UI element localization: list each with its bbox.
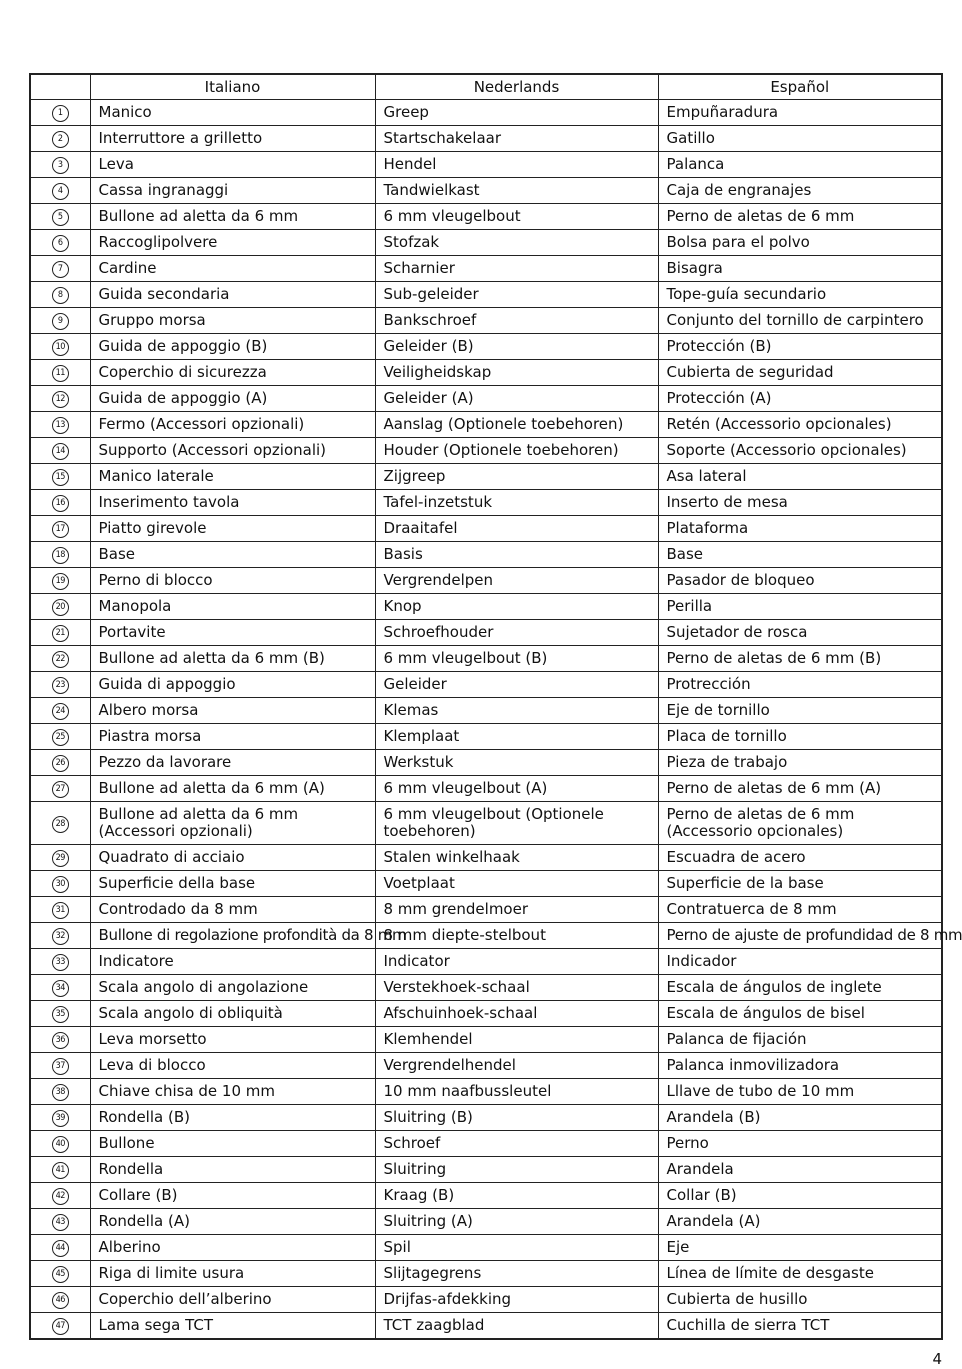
item-number-cell (30, 282, 90, 308)
italiano-cell: Collare (B) (90, 1183, 375, 1209)
italiano-cell: Manico laterale (90, 464, 375, 490)
italiano-cell: Leva morsetto (90, 1027, 375, 1053)
nederlands-cell: Hendel (375, 152, 658, 178)
espanol-cell: Arandela (B) (658, 1105, 942, 1131)
circled-number-icon: 4 (52, 183, 69, 200)
nederlands-cell: Tafel-inzetstuk (375, 490, 658, 516)
nederlands-cell: Vergrendelpen (375, 568, 658, 594)
table-row (30, 204, 942, 230)
item-number-cell (30, 464, 90, 490)
table-row (30, 845, 942, 871)
item-number-cell (30, 776, 90, 802)
item-number-cell (30, 1079, 90, 1105)
item-number-cell (30, 1157, 90, 1183)
nederlands-cell: Bankschroef (375, 308, 658, 334)
table-row (30, 1079, 942, 1105)
parts-table (29, 73, 962, 1340)
espanol-cell: Contratuerca de 8 mm (658, 897, 942, 923)
italiano-cell: Leva di blocco (90, 1053, 375, 1079)
nederlands-cell: 10 mm naafbussleutel (375, 1079, 658, 1105)
italiano-cell: Piatto girevole (90, 516, 375, 542)
circled-number-icon: 8 (52, 287, 69, 304)
nederlands-cell: 6 mm vleugelbout (375, 204, 658, 230)
table-row (30, 750, 942, 776)
circled-number-icon: 30 (52, 876, 69, 893)
circled-number-icon: 34 (52, 980, 69, 997)
nederlands-cell: Veiligheidskap (375, 360, 658, 386)
table-row (30, 100, 942, 126)
circled-number-icon: 22 (52, 651, 69, 668)
circled-number-icon: 18 (52, 547, 69, 564)
espanol-cell: Escuadra de acero (658, 845, 942, 871)
item-number-cell (30, 845, 90, 871)
espanol-cell: Escala de ángulos de inglete (658, 975, 942, 1001)
espanol-cell: Cuchilla de sierra TCT (658, 1313, 942, 1340)
table-row (30, 1001, 942, 1027)
espanol-cell: Retén (Accessorio opcionales) (658, 412, 942, 438)
table-row (30, 334, 942, 360)
table-row (30, 1105, 942, 1131)
nederlands-cell: 8 mm grendelmoer (375, 897, 658, 923)
nederlands-cell: Kraag (B) (375, 1183, 658, 1209)
italiano-cell: Scala angolo di angolazione (90, 975, 375, 1001)
table-row (30, 646, 942, 672)
nederlands-cell: Greep (375, 100, 658, 126)
item-number-cell (30, 1261, 90, 1287)
espanol-cell: Inserto de mesa (658, 490, 942, 516)
italiano-cell: Coperchio di sicurezza (90, 360, 375, 386)
header-number (30, 74, 90, 100)
circled-number-icon: 16 (52, 495, 69, 512)
espanol-cell: Perno de aletas de 6 mm (B) (658, 646, 942, 672)
nederlands-cell: Geleider (B) (375, 334, 658, 360)
espanol-cell: Indicador (658, 949, 942, 975)
italiano-cell: Perno di blocco (90, 568, 375, 594)
espanol-cell: Arandela (658, 1157, 942, 1183)
italiano-cell: Riga di limite usura (90, 1261, 375, 1287)
italiano-cell: Indicatore (90, 949, 375, 975)
table-row (30, 776, 942, 802)
table-row (30, 1027, 942, 1053)
nederlands-cell: Sub-geleider (375, 282, 658, 308)
table-row (30, 594, 942, 620)
circled-number-icon: 17 (52, 521, 69, 538)
italiano-cell: Controdado da 8 mm (90, 897, 375, 923)
item-number-cell (30, 1053, 90, 1079)
nederlands-cell: 8 mm diepte-stelbout (375, 923, 658, 949)
item-number-cell (30, 256, 90, 282)
espanol-cell: Protección (B) (658, 334, 942, 360)
table-row (30, 698, 942, 724)
table-row (30, 256, 942, 282)
espanol-cell: Eje (658, 1235, 942, 1261)
espanol-cell: Eje de tornillo (658, 698, 942, 724)
italiano-cell: Inserimento tavola (90, 490, 375, 516)
table-row (30, 1183, 942, 1209)
italiano-cell: Chiave chisa de 10 mm (90, 1079, 375, 1105)
circled-number-icon: 25 (52, 729, 69, 746)
item-number-cell (30, 871, 90, 897)
italiano-cell: Rondella (A) (90, 1209, 375, 1235)
header-nederlands: Nederlands (375, 74, 658, 100)
italiano-cell: Rondella (90, 1157, 375, 1183)
item-number-cell (30, 568, 90, 594)
table-row (30, 949, 942, 975)
espanol-cell: Palanca de fijación (658, 1027, 942, 1053)
table-row (30, 542, 942, 568)
circled-number-icon: 3 (52, 157, 69, 174)
italiano-cell: Lama sega TCT (90, 1313, 375, 1340)
item-number-cell (30, 698, 90, 724)
nederlands-cell: Vergrendelhendel (375, 1053, 658, 1079)
item-number-cell (30, 923, 90, 949)
table-row (30, 438, 942, 464)
item-number-cell (30, 438, 90, 464)
italiano-cell: Coperchio dell’alberino (90, 1287, 375, 1313)
circled-number-icon: 42 (52, 1188, 69, 1205)
item-number-cell (30, 646, 90, 672)
circled-number-icon: 36 (52, 1032, 69, 1049)
nederlands-cell: Voetplaat (375, 871, 658, 897)
circled-number-icon: 21 (52, 625, 69, 642)
circled-number-icon: 20 (52, 599, 69, 616)
table-row (30, 1235, 942, 1261)
item-number-cell (30, 1131, 90, 1157)
italiano-cell: Leva (90, 152, 375, 178)
table-row (30, 923, 942, 949)
espanol-cell: Protrección (658, 672, 942, 698)
italiano-cell: Guida de appoggio (A) (90, 386, 375, 412)
header-italiano: Italiano (90, 74, 375, 100)
espanol-cell: Escala de ángulos de bisel (658, 1001, 942, 1027)
item-number-cell (30, 360, 90, 386)
espanol-cell: Perno de ajuste de profundidad de 8 mm (658, 923, 942, 949)
espanol-cell: Plataforma (658, 516, 942, 542)
nederlands-cell: Houder (Optionele toebehoren) (375, 438, 658, 464)
circled-number-icon: 15 (52, 469, 69, 486)
table-row (30, 152, 942, 178)
italiano-cell: Rondella (B) (90, 1105, 375, 1131)
espanol-cell: Arandela (A) (658, 1209, 942, 1235)
italiano-cell: Piastra morsa (90, 724, 375, 750)
italiano-cell: Bullone (90, 1131, 375, 1157)
espanol-cell: Pasador de bloqueo (658, 568, 942, 594)
nederlands-cell: 6 mm vleugelbout (A) (375, 776, 658, 802)
item-number-cell (30, 672, 90, 698)
header-espanol: Español (658, 74, 942, 100)
espanol-cell: Perno (658, 1131, 942, 1157)
circled-number-icon: 1 (52, 105, 69, 122)
item-number-cell (30, 1183, 90, 1209)
circled-number-icon: 6 (52, 235, 69, 252)
table-row (30, 282, 942, 308)
italiano-cell: Raccoglipolvere (90, 230, 375, 256)
italiano-cell: Manico (90, 100, 375, 126)
nederlands-cell: Draaitafel (375, 516, 658, 542)
circled-number-icon: 40 (52, 1136, 69, 1153)
table-row (30, 724, 942, 750)
italiano-cell: Base (90, 542, 375, 568)
item-number-cell (30, 100, 90, 126)
espanol-cell: Protección (A) (658, 386, 942, 412)
circled-number-icon: 13 (52, 417, 69, 434)
nederlands-cell: Schroefhouder (375, 620, 658, 646)
espanol-cell: Cubierta de seguridad (658, 360, 942, 386)
italiano-cell: Pezzo da lavorare (90, 750, 375, 776)
table-row (30, 1053, 942, 1079)
circled-number-icon: 44 (52, 1240, 69, 1257)
circled-number-icon: 37 (52, 1058, 69, 1075)
nederlands-cell: Slijtagegrens (375, 1261, 658, 1287)
nederlands-cell: Indicator (375, 949, 658, 975)
nederlands-cell: Drijfas-afdekking (375, 1287, 658, 1313)
espanol-cell: Gatillo (658, 126, 942, 152)
item-number-cell (30, 724, 90, 750)
item-number-cell (30, 204, 90, 230)
circled-number-icon: 19 (52, 573, 69, 590)
table-row (30, 230, 942, 256)
table-row (30, 897, 942, 923)
circled-number-icon: 35 (52, 1006, 69, 1023)
italiano-cell: Supporto (Accessori opzionali) (90, 438, 375, 464)
nederlands-cell: Scharnier (375, 256, 658, 282)
table-row (30, 975, 942, 1001)
nederlands-cell: Zijgreep (375, 464, 658, 490)
nederlands-cell: Stofzak (375, 230, 658, 256)
circled-number-icon: 39 (52, 1110, 69, 1127)
italiano-cell: Bullone ad aletta da 6 mm (B) (90, 646, 375, 672)
espanol-cell: Cubierta de husillo (658, 1287, 942, 1313)
item-number-cell (30, 1287, 90, 1313)
espanol-cell: Perno de aletas de 6 mm (Accessorio opcionales) (658, 802, 942, 845)
espanol-cell: Pieza de trabajo (658, 750, 942, 776)
item-number-cell (30, 750, 90, 776)
table-row (30, 1261, 942, 1287)
table-row (30, 1287, 942, 1313)
italiano-cell: Cassa ingranaggi (90, 178, 375, 204)
circled-number-icon: 5 (52, 209, 69, 226)
italiano-cell: Alberino (90, 1235, 375, 1261)
table-row (30, 386, 942, 412)
espanol-cell: Bolsa para el polvo (658, 230, 942, 256)
circled-number-icon: 24 (52, 703, 69, 720)
italiano-cell: Fermo (Accessori opzionali) (90, 412, 375, 438)
item-number-cell (30, 1209, 90, 1235)
circled-number-icon: 45 (52, 1266, 69, 1283)
espanol-cell: Lllave de tubo de 10 mm (658, 1079, 942, 1105)
item-number-cell (30, 949, 90, 975)
circled-number-icon: 7 (52, 261, 69, 278)
table-row (30, 1131, 942, 1157)
nederlands-cell: 6 mm vleugelbout (Optionele toebehoren) (375, 802, 658, 845)
circled-number-icon: 9 (52, 313, 69, 330)
italiano-cell: Interruttore a grilletto (90, 126, 375, 152)
item-number-cell (30, 802, 90, 845)
circled-number-icon: 2 (52, 131, 69, 148)
circled-number-icon: 41 (52, 1162, 69, 1179)
italiano-cell: Cardine (90, 256, 375, 282)
circled-number-icon: 12 (52, 391, 69, 408)
item-number-cell (30, 334, 90, 360)
item-number-cell (30, 542, 90, 568)
table-row (30, 871, 942, 897)
italiano-cell: Bullone ad aletta da 6 mm (Accessori opzionali) (90, 802, 375, 845)
circled-number-icon: 11 (52, 365, 69, 382)
espanol-cell: Sujetador de rosca (658, 620, 942, 646)
nederlands-cell: Basis (375, 542, 658, 568)
table-row (30, 490, 942, 516)
circled-number-icon: 29 (52, 850, 69, 867)
circled-number-icon: 38 (52, 1084, 69, 1101)
table-row (30, 672, 942, 698)
item-number-cell (30, 412, 90, 438)
item-number-cell (30, 1313, 90, 1340)
item-number-cell (30, 490, 90, 516)
espanol-cell: Tope-guía secundario (658, 282, 942, 308)
espanol-cell: Conjunto del tornillo de carpintero (658, 308, 942, 334)
table-row (30, 1313, 942, 1340)
circled-number-icon: 14 (52, 443, 69, 460)
italiano-cell: Guida secondaria (90, 282, 375, 308)
espanol-cell: Palanca (658, 152, 942, 178)
nederlands-cell: Geleider (A) (375, 386, 658, 412)
item-number-cell (30, 386, 90, 412)
table-row (30, 802, 942, 845)
item-number-cell (30, 1027, 90, 1053)
table-row (30, 308, 942, 334)
nederlands-cell: Werkstuk (375, 750, 658, 776)
nederlands-cell: Sluitring (B) (375, 1105, 658, 1131)
item-number-cell (30, 975, 90, 1001)
circled-number-icon: 32 (52, 928, 69, 945)
italiano-cell: Scala angolo di obliquità (90, 1001, 375, 1027)
nederlands-cell: Spil (375, 1235, 658, 1261)
item-number-cell (30, 152, 90, 178)
table-row (30, 178, 942, 204)
espanol-cell: Perilla (658, 594, 942, 620)
espanol-cell: Superficie de la base (658, 871, 942, 897)
italiano-cell: Bullone ad aletta da 6 mm (90, 204, 375, 230)
item-number-cell (30, 594, 90, 620)
table-row (30, 568, 942, 594)
italiano-cell: Manopola (90, 594, 375, 620)
nederlands-cell: 6 mm vleugelbout (B) (375, 646, 658, 672)
item-number-cell (30, 126, 90, 152)
italiano-cell: Quadrato di acciaio (90, 845, 375, 871)
nederlands-cell: Aanslag (Optionele toebehoren) (375, 412, 658, 438)
italiano-cell: Guida di appoggio (90, 672, 375, 698)
italiano-cell: Portavite (90, 620, 375, 646)
table-row (30, 1209, 942, 1235)
nederlands-cell: Knop (375, 594, 658, 620)
nederlands-cell: Tandwielkast (375, 178, 658, 204)
table-row (30, 412, 942, 438)
espanol-cell: Empuñaradura (658, 100, 942, 126)
item-number-cell (30, 897, 90, 923)
nederlands-cell: Sluitring (375, 1157, 658, 1183)
espanol-cell: Caja de engranajes (658, 178, 942, 204)
table-row (30, 360, 942, 386)
circled-number-icon: 23 (52, 677, 69, 694)
table-row (30, 516, 942, 542)
espanol-cell: Placa de tornillo (658, 724, 942, 750)
italiano-cell: Superficie della base (90, 871, 375, 897)
espanol-cell: Línea de límite de desgaste (658, 1261, 942, 1287)
nederlands-cell: Sluitring (A) (375, 1209, 658, 1235)
circled-number-icon: 43 (52, 1214, 69, 1231)
espanol-cell: Perno de aletas de 6 mm (A) (658, 776, 942, 802)
circled-number-icon: 31 (52, 902, 69, 919)
item-number-cell (30, 178, 90, 204)
circled-number-icon: 47 (52, 1318, 69, 1335)
item-number-cell (30, 230, 90, 256)
nederlands-cell: Startschakelaar (375, 126, 658, 152)
nederlands-cell: TCT zaagblad (375, 1313, 658, 1340)
table-row (30, 620, 942, 646)
header-row (30, 74, 942, 100)
circled-number-icon: 27 (52, 781, 69, 798)
item-number-cell (30, 1235, 90, 1261)
nederlands-cell: Schroef (375, 1131, 658, 1157)
nederlands-cell: Klemplaat (375, 724, 658, 750)
espanol-cell: Perno de aletas de 6 mm (658, 204, 942, 230)
table-row (30, 1157, 942, 1183)
espanol-cell: Palanca inmovilizadora (658, 1053, 942, 1079)
espanol-cell: Base (658, 542, 942, 568)
espanol-cell: Soporte (Accessorio opcionales) (658, 438, 942, 464)
item-number-cell (30, 308, 90, 334)
item-number-cell (30, 1105, 90, 1131)
italiano-cell: Albero morsa (90, 698, 375, 724)
italiano-cell: Gruppo morsa (90, 308, 375, 334)
circled-number-icon: 10 (52, 339, 69, 356)
nederlands-cell: Geleider (375, 672, 658, 698)
italiano-cell: Bullone di regolazione profondità da 8 mm (90, 923, 375, 949)
espanol-cell: Asa lateral (658, 464, 942, 490)
italiano-cell: Guida de appoggio (B) (90, 334, 375, 360)
nederlands-cell: Stalen winkelhaak (375, 845, 658, 871)
nederlands-cell: Afschuinhoek-schaal (375, 1001, 658, 1027)
item-number-cell (30, 620, 90, 646)
item-number-cell (30, 1001, 90, 1027)
italiano-cell: Bullone ad aletta da 6 mm (A) (90, 776, 375, 802)
nederlands-cell: Verstekhoek-schaal (375, 975, 658, 1001)
nederlands-cell: Klemas (375, 698, 658, 724)
circled-number-icon: 26 (52, 755, 69, 772)
circled-number-icon: 46 (52, 1292, 69, 1309)
nederlands-cell: Klemhendel (375, 1027, 658, 1053)
espanol-cell: Bisagra (658, 256, 942, 282)
item-number-cell (30, 516, 90, 542)
table-row (30, 126, 942, 152)
table-row (30, 464, 942, 490)
parts-table-body (30, 100, 962, 1340)
espanol-cell: Collar (B) (658, 1183, 942, 1209)
page-number: 4 (932, 1350, 942, 1368)
circled-number-icon: 28 (52, 816, 69, 833)
circled-number-icon: 33 (52, 954, 69, 971)
